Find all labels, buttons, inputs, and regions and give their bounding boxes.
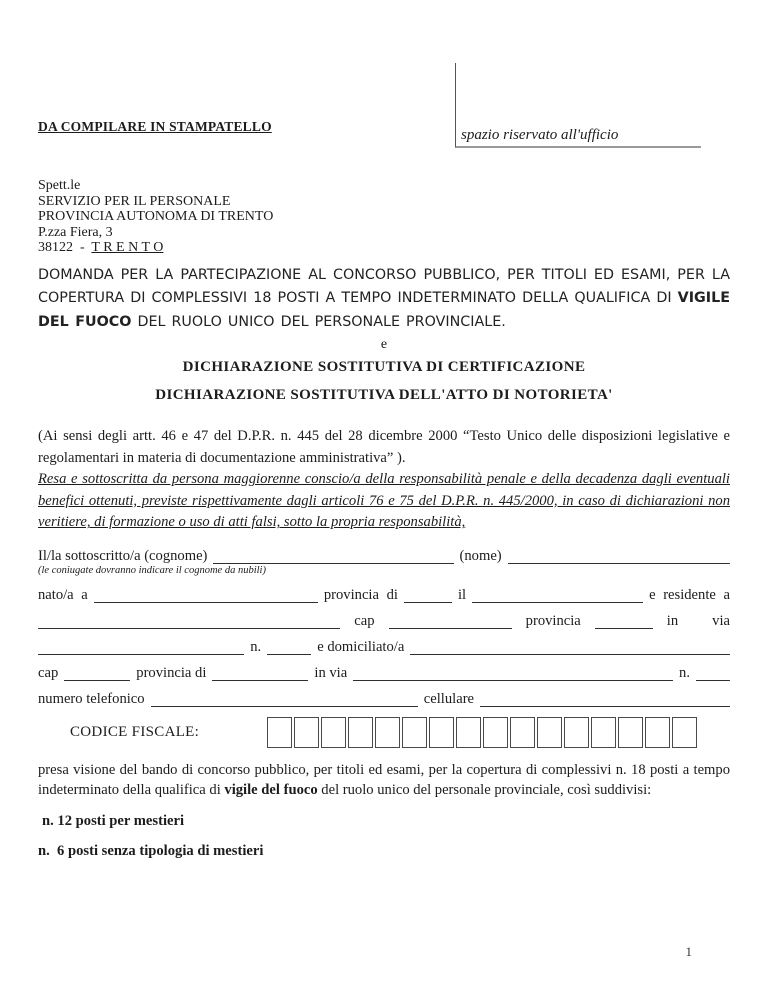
blank-numero-civico[interactable] <box>267 639 311 655</box>
form-row-phone <box>38 691 730 707</box>
codice-fiscale-row <box>38 717 730 748</box>
codice-fiscale-grid <box>267 717 697 748</box>
form-row-street <box>38 639 730 655</box>
codice-fiscale-cell[interactable] <box>537 717 562 748</box>
codice-fiscale-cell[interactable] <box>564 717 589 748</box>
label-cap: cap <box>354 612 375 629</box>
form-row-name <box>38 548 730 564</box>
codice-fiscale-cell[interactable] <box>591 717 616 748</box>
label-birth-province: provincia di <box>323 586 398 603</box>
recipient-street: P.zza Fiera, 3 <box>38 224 113 240</box>
declaration-heading-1: DICHIARAZIONE SOSTITUTIVA DI CERTIFICAZIONE <box>182 359 586 376</box>
codice-fiscale-label: CODICE FISCALE: <box>70 723 200 740</box>
label-domicile-cap: cap <box>38 664 59 681</box>
blank-cap-domicilio[interactable] <box>64 665 130 681</box>
label-surname: Il/la sottoscritto/a (cognome) <box>38 547 208 564</box>
label-name: (nome) <box>459 547 502 564</box>
label-street-number: n. <box>250 638 262 655</box>
blank-luogo-nascita[interactable] <box>94 587 318 603</box>
form-row-domicile <box>38 665 730 681</box>
codice-fiscale-cell[interactable] <box>348 717 373 748</box>
codice-fiscale-cell[interactable] <box>672 717 697 748</box>
posti-item-senza-tipologia: n. 6 posti senza tipologia di mestieri <box>38 842 264 859</box>
bando-paragraph <box>38 760 730 801</box>
label-province: provincia <box>525 612 581 629</box>
label-domicile-street: in via <box>314 664 348 681</box>
label-domiciled-at: e domiciliato/a <box>317 638 405 655</box>
legal-reference: (Ai sensi degli artt. 46 e 47 del D.P.R. n. 445 del 28 dicembre 2000 “Testo Unico delle disposizioni legislative e regolamentari in materia di documentazione amministrativa” ). <box>38 428 730 466</box>
blank-comune-residenza[interactable] <box>38 613 340 629</box>
codice-fiscale-cell[interactable] <box>375 717 400 748</box>
codice-fiscale-cell[interactable] <box>294 717 319 748</box>
blank-telefono[interactable] <box>151 691 418 707</box>
form-row-birth <box>38 587 730 603</box>
blank-provincia-nascita[interactable] <box>404 587 452 603</box>
codice-fiscale-cell[interactable] <box>618 717 643 748</box>
title-text-1: DOMANDA PER LA PARTECIPAZIONE AL CONCORSO PUBBLICO, PER TITOLI ED ESAMI, PER LA COPERTURA DI COMPLESSIVI 18 POSTI A TEMPO INDETERMINATO DELLA QUALIFICA DI <box>38 266 730 307</box>
maiden-name-note: (le coniugate dovranno indicare il cognome da nubili) <box>38 564 266 576</box>
recipient-office: SERVIZIO PER IL PERSONALE <box>38 193 231 209</box>
office-reserved-label: spazio riservato all'ufficio <box>461 127 619 143</box>
codice-fiscale-cell[interactable] <box>321 717 346 748</box>
personal-data-form <box>38 548 730 748</box>
title-text-2: DEL RUOLO UNICO DEL PERSONALE PROVINCIALE. <box>131 313 506 330</box>
recipient-address <box>38 178 730 256</box>
codice-fiscale-cell[interactable] <box>483 717 508 748</box>
label-in: in <box>666 612 679 629</box>
blank-via-residenza[interactable] <box>38 639 244 655</box>
legal-warning: Resa e sottoscritta da persona maggiorenne conscio/a della responsabilità penale e della decadenza dagli eventuali benefici ottenuti, previste rispettivamente dagli articoli 76 e 75 del D.P.R. n. 445/2000, in caso di dichiarazioni non veritiere, di formazione o uso di atti falsi, sotto la propria responsabilità, <box>38 471 730 531</box>
page-number: 1 <box>685 944 692 959</box>
bando-text-1: presa visione del bando di concorso pubblico, per titoli ed esami, per la copertura di complessivi n. 18 posti a tempo indeterminato della qualifica di <box>38 761 730 799</box>
label-via: via <box>712 612 730 629</box>
label-domicile-number: n. <box>679 664 690 681</box>
blank-comune-domicilio[interactable] <box>410 639 730 655</box>
blank-cap-residenza[interactable] <box>389 613 512 629</box>
blank-cognome[interactable] <box>213 548 453 564</box>
label-domicile-province: provincia di <box>136 664 207 681</box>
recipient-city: T R E N T O <box>91 240 164 256</box>
label-phone: numero telefonico <box>38 690 145 707</box>
instruction-heading: DA COMPILARE IN STAMPATELLO <box>38 119 272 134</box>
blank-provincia-domicilio[interactable] <box>212 665 308 681</box>
blank-provincia-residenza[interactable] <box>595 613 653 629</box>
label-mobile: cellulare <box>423 690 475 707</box>
bando-text-2: del ruolo unico del personale provinciale, così suddivisi: <box>317 782 652 799</box>
blank-data-nascita[interactable] <box>472 587 643 603</box>
codice-fiscale-cell[interactable] <box>402 717 427 748</box>
document-content <box>38 178 730 860</box>
codice-fiscale-cell[interactable] <box>267 717 292 748</box>
blank-nome[interactable] <box>508 548 730 564</box>
recipient-city-line <box>38 240 730 256</box>
blank-cellulare[interactable] <box>480 691 730 707</box>
recipient-authority: PROVINCIA AUTONOMA DI TRENTO <box>38 209 274 225</box>
connector-e: e <box>380 337 388 353</box>
title-emphasis: VIGILE DEL FUOCO <box>38 290 730 330</box>
form-row-residence <box>38 613 730 629</box>
application-title <box>38 264 730 335</box>
declaration-heading-2: DICHIARAZIONE SOSTITUTIVA DELL'ATTO DI NOTORIETA' <box>155 387 613 404</box>
codice-fiscale-cell[interactable] <box>510 717 535 748</box>
office-reserved-box <box>455 63 701 148</box>
codice-fiscale-cell[interactable] <box>429 717 454 748</box>
label-born-at: nato/a a <box>38 586 88 603</box>
label-resident-at: e residente a <box>649 586 730 603</box>
blank-via-domicilio[interactable] <box>353 665 673 681</box>
posti-item-mestieri: n. 12 posti per mestieri <box>42 812 185 829</box>
label-birth-date: il <box>457 586 467 603</box>
recipient-postal-code: 38122 - <box>38 240 92 256</box>
recipient-salutation: Spett.le <box>38 178 81 193</box>
bando-emphasis: vigile del fuoco <box>224 782 318 799</box>
blank-numero-civico-domicilio[interactable] <box>696 665 730 681</box>
codice-fiscale-cell[interactable] <box>456 717 481 748</box>
codice-fiscale-cell[interactable] <box>645 717 670 748</box>
